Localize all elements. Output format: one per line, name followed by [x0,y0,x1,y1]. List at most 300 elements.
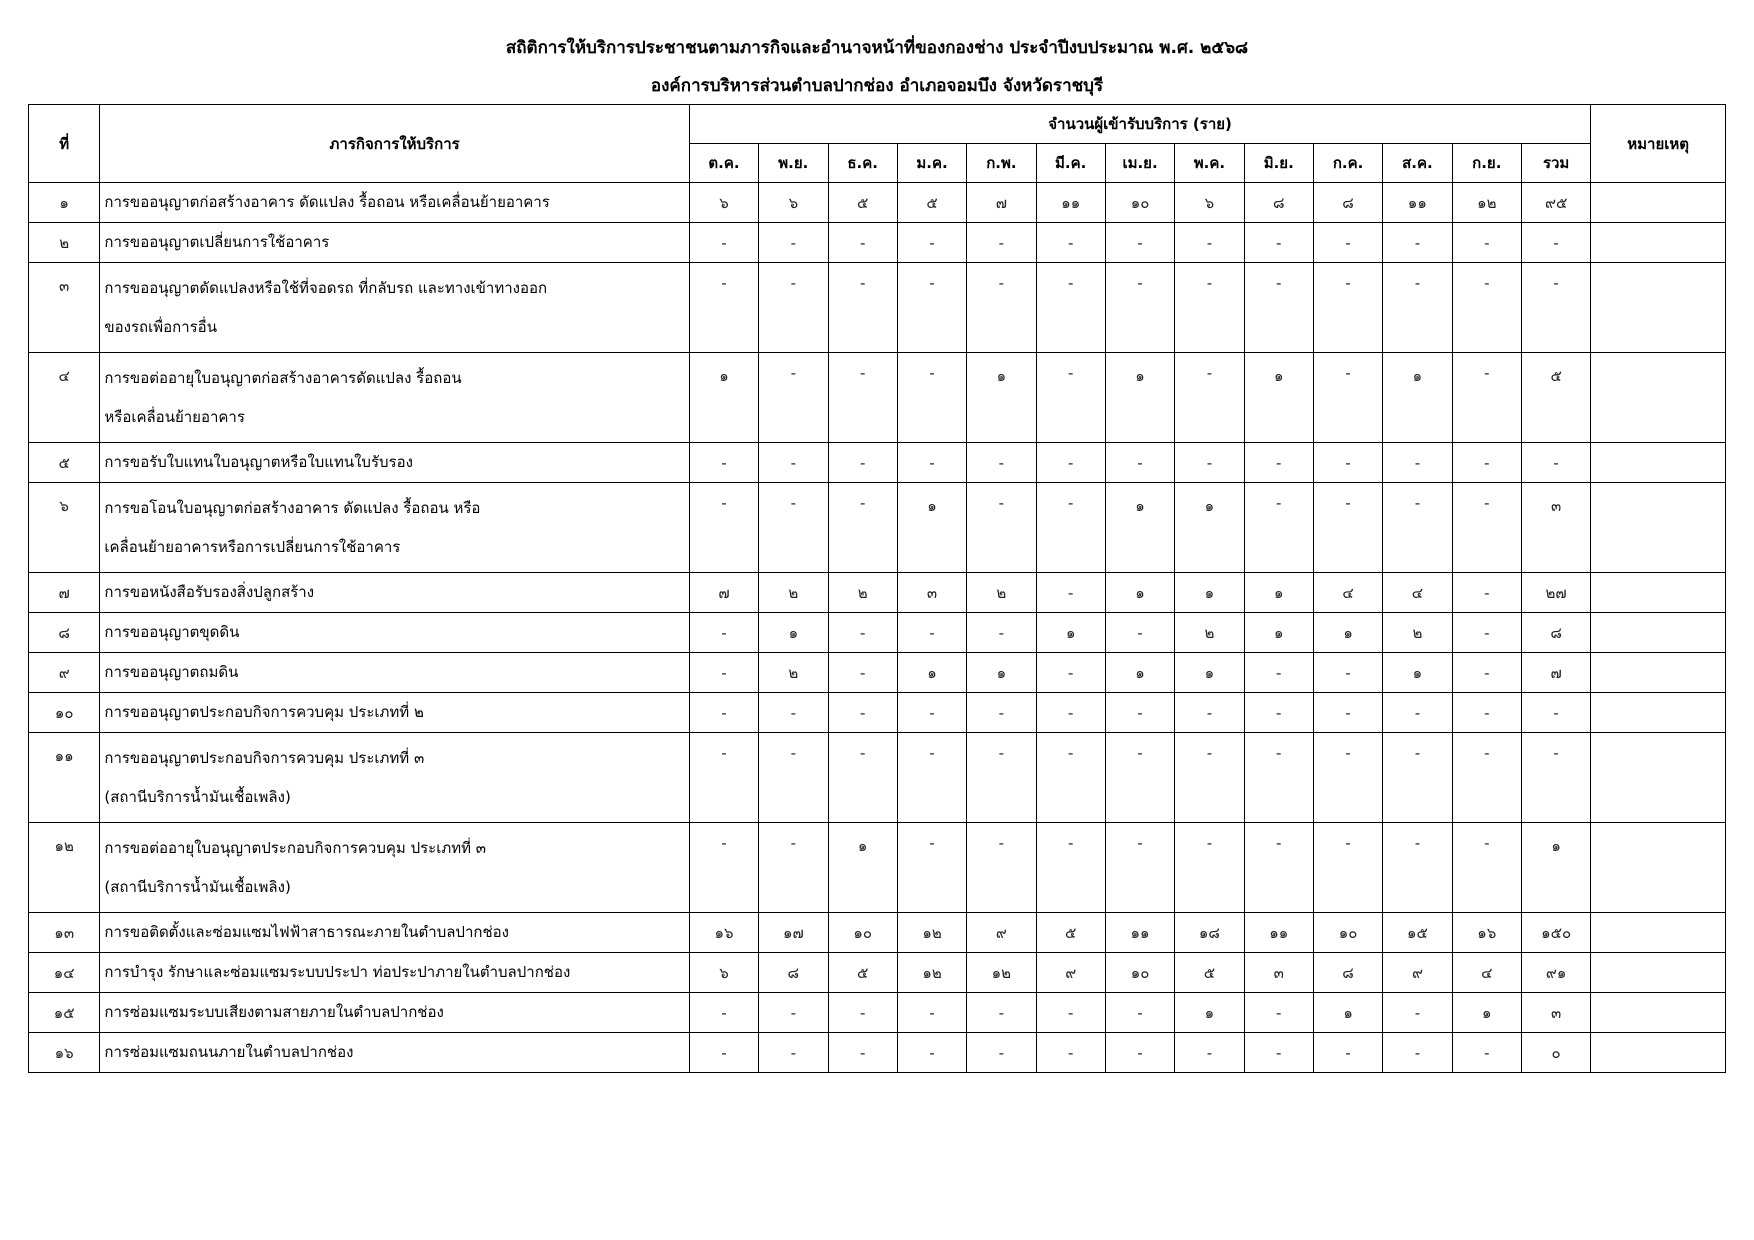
month-value-cell: ๑๐ [1313,913,1382,953]
month-value-cell: - [1036,733,1105,823]
month-value-cell: - [1036,223,1105,263]
month-value-cell: ๙ [967,913,1036,953]
month-value-cell: - [1105,613,1174,653]
month-value-cell: ๕ [828,183,897,223]
service-name-line: การขอติดตั้งและซ่อมแซมไฟฟ้าสาธารณะภายในตำบลปากช่อง [104,923,509,941]
month-value-cell: - [828,443,897,483]
month-value-cell: - [759,443,828,483]
row-number: ๖ [29,483,100,573]
month-value-cell: ๑๒ [967,953,1036,993]
month-value-cell: - [828,263,897,353]
service-name-line: การขออนุญาตเปลี่ยนการใช้อาคาร [104,233,330,251]
remark-cell [1591,443,1726,483]
month-value-cell: - [828,693,897,733]
table-row [29,443,1726,483]
month-value-cell: - [1036,993,1105,1033]
service-name-cell [100,573,689,613]
service-name-line: การขอโอนใบอนุญาตก่อสร้างอาคาร ดัดแปลง รื้อถอน หรือ [104,498,481,517]
header-month: ก.พ. [967,144,1036,183]
remark-cell [1591,913,1726,953]
service-name-cell [100,953,689,993]
header-row-top [29,105,1726,144]
month-value-cell: ๑๑ [1105,913,1174,953]
month-value-cell: - [1244,483,1313,573]
header-month: มิ.ย. [1244,144,1313,183]
month-value-cell: - [689,693,758,733]
month-value-cell: - [689,613,758,653]
month-value-cell: ๗ [967,183,1036,223]
header-month: พ.ย. [759,144,828,183]
total-cell: ๗ [1521,653,1590,693]
total-cell: - [1521,223,1590,263]
total-cell: - [1521,693,1590,733]
month-value-cell: - [967,263,1036,353]
table-row [29,1033,1726,1073]
service-name-cell [100,693,689,733]
month-value-cell: ๒ [759,573,828,613]
month-value-cell: - [1105,443,1174,483]
month-value-cell: ๒ [1383,613,1452,653]
month-value-cell: - [1036,353,1105,443]
month-value-cell: - [1244,823,1313,913]
month-value-cell: ๑ [1313,993,1382,1033]
table-body [29,183,1726,1073]
row-number: ๑๑ [29,733,100,823]
month-value-cell: ๑๑ [1244,913,1313,953]
month-value-cell: - [1036,443,1105,483]
month-value-cell: - [1244,223,1313,263]
month-value-cell: - [967,223,1036,263]
month-value-cell: ๘ [1313,183,1382,223]
service-name-cell [100,483,689,573]
month-value-cell: - [967,823,1036,913]
month-value-cell: - [689,483,758,573]
service-name-cell [100,613,689,653]
total-cell: - [1521,263,1590,353]
month-value-cell: - [828,1033,897,1073]
month-value-cell: - [897,823,966,913]
month-value-cell: ๒ [759,653,828,693]
row-number: ๔ [29,353,100,443]
month-value-cell: ๖ [759,183,828,223]
month-value-cell: ๑๗ [759,913,828,953]
service-name-line: การขออนุญาตประกอบกิจการควบคุม ประเภทที่ ๓ [104,748,425,767]
month-value-cell: - [1105,693,1174,733]
month-value-cell: - [1383,993,1452,1033]
service-name-cell [100,183,689,223]
month-value-cell: - [1175,223,1244,263]
month-value-cell: - [759,353,828,443]
month-value-cell: - [689,263,758,353]
table-row [29,483,1726,573]
month-value-cell: - [759,483,828,573]
month-value-cell: ๙ [1383,953,1452,993]
month-value-cell: ๑๑ [1383,183,1452,223]
remark-cell [1591,353,1726,443]
month-value-cell: ๑ [1383,653,1452,693]
month-value-cell: - [1383,483,1452,573]
month-value-cell: ๕ [1036,913,1105,953]
month-value-cell: - [1452,823,1521,913]
month-value-cell: - [1313,263,1382,353]
total-cell: ๘ [1521,613,1590,653]
month-value-cell: ๑ [1105,653,1174,693]
service-name-line: เคลื่อนย้ายอาคารหรือการเปลี่ยนการใช้อาคาร [104,537,401,556]
month-value-cell: - [897,263,966,353]
remark-cell [1591,953,1726,993]
month-value-cell: ๓ [1244,953,1313,993]
month-value-cell: ๑๖ [1452,913,1521,953]
month-value-cell: ๑ [1175,573,1244,613]
month-value-cell: - [759,823,828,913]
month-value-cell: - [1313,223,1382,263]
service-name-line: การซ่อมแซมถนนภายในตำบลปากช่อง [104,1043,354,1061]
month-value-cell: - [1313,733,1382,823]
month-value-cell: - [828,483,897,573]
month-value-cell: - [967,693,1036,733]
row-number: ๑๓ [29,913,100,953]
month-value-cell: ๗ [689,573,758,613]
month-value-cell: - [1452,483,1521,573]
month-value-cell: - [897,733,966,823]
month-value-cell: - [689,1033,758,1073]
month-value-cell: - [1452,353,1521,443]
month-value-cell: ๑๐ [1105,953,1174,993]
month-value-cell: - [1313,443,1382,483]
service-name-cell [100,1033,689,1073]
service-name-line: ของรถเพื่อการอื่น [104,317,217,336]
month-value-cell: - [1452,223,1521,263]
row-number: ๑ [29,183,100,223]
month-value-cell: - [1244,263,1313,353]
month-value-cell: - [1452,443,1521,483]
month-value-cell: - [1175,1033,1244,1073]
month-value-cell: ๑๑ [1036,183,1105,223]
row-number: ๒ [29,223,100,263]
month-value-cell: - [967,1033,1036,1073]
month-value-cell: - [1383,733,1452,823]
month-value-cell: - [1105,1033,1174,1073]
month-value-cell: - [1105,823,1174,913]
month-value-cell: - [1175,733,1244,823]
table-row [29,913,1726,953]
service-name-cell [100,993,689,1033]
remark-cell [1591,693,1726,733]
month-value-cell: ๘ [1313,953,1382,993]
month-value-cell: - [1313,823,1382,913]
month-value-cell: ๑๒ [897,953,966,993]
total-cell: ๐ [1521,1033,1590,1073]
month-value-cell: - [759,1033,828,1073]
row-number: ๑๔ [29,953,100,993]
month-value-cell: - [759,263,828,353]
month-value-cell: ๑๖ [689,913,758,953]
month-value-cell: - [1244,1033,1313,1073]
month-value-cell: ๑ [1244,353,1313,443]
month-value-cell: - [1244,653,1313,693]
month-value-cell: ๑ [897,653,966,693]
service-name-line: การบำรุง รักษาและซ่อมแซมระบบประปา ท่อประปาภายในตำบลปากช่อง [104,963,571,981]
month-value-cell: - [1452,733,1521,823]
remark-cell [1591,223,1726,263]
month-value-cell: ๑ [1105,483,1174,573]
month-value-cell: ๔ [1452,953,1521,993]
month-value-cell: - [967,733,1036,823]
month-value-cell: ๕ [828,953,897,993]
month-value-cell: - [1383,443,1452,483]
month-value-cell: ๘ [1244,183,1313,223]
header-month: มี.ค. [1036,144,1105,183]
header-count-group: จำนวนผู้เข้ารับบริการ (ราย) [689,105,1590,144]
total-cell: - [1521,733,1590,823]
document-subtitle: องค์การบริหารส่วนตำบลปากช่อง อำเภอจอมบึง จังหวัดราชบุรี [650,76,1104,96]
month-value-cell: - [1105,993,1174,1033]
month-value-cell: - [828,993,897,1033]
table-row [29,353,1726,443]
service-name-line: การซ่อมแซมระบบเสียงตามสายภายในตำบลปากช่อง [104,1003,444,1021]
row-number: ๓ [29,263,100,353]
month-value-cell: ๕ [1175,953,1244,993]
remark-cell [1591,183,1726,223]
remark-cell [1591,1033,1726,1073]
month-value-cell: - [1244,993,1313,1033]
month-value-cell: - [1175,693,1244,733]
month-value-cell: ๑ [967,353,1036,443]
header-service: ภารกิจการให้บริการ [100,105,689,183]
month-value-cell: - [759,733,828,823]
month-value-cell: ๑๐ [1105,183,1174,223]
month-value-cell: - [1175,823,1244,913]
table-row [29,953,1726,993]
month-value-cell: - [1244,693,1313,733]
table-row [29,693,1726,733]
header-remark: หมายเหตุ [1591,105,1726,183]
month-value-cell: - [1383,1033,1452,1073]
month-value-cell: - [1036,573,1105,613]
row-number: ๑๐ [29,693,100,733]
month-value-cell: - [1452,1033,1521,1073]
remark-cell [1591,653,1726,693]
month-value-cell: - [1105,263,1174,353]
remark-cell [1591,823,1726,913]
service-name-cell [100,223,689,263]
table-row [29,263,1726,353]
month-value-cell: - [1175,263,1244,353]
month-value-cell: ๑ [1313,613,1382,653]
month-value-cell: - [759,993,828,1033]
month-value-cell: - [1452,693,1521,733]
service-name-line: การขอต่ออายุใบอนุญาตประกอบกิจการควบคุม ประเภทที่ ๓ [104,838,487,857]
month-value-cell: ๒ [967,573,1036,613]
service-name-line: การขออนุญาตขุดดิน [104,623,240,641]
month-value-cell: - [1175,353,1244,443]
month-value-cell: ๕ [897,183,966,223]
month-value-cell: - [1036,653,1105,693]
month-value-cell: - [1313,653,1382,693]
row-number: ๗ [29,573,100,613]
month-value-cell: - [759,693,828,733]
month-value-cell: - [897,613,966,653]
month-value-cell: ๑๐ [828,913,897,953]
month-value-cell: ๔ [1313,573,1382,613]
month-value-cell: - [1383,223,1452,263]
table-row [29,223,1726,263]
month-value-cell: - [967,613,1036,653]
month-value-cell: ๑ [1244,573,1313,613]
month-value-cell: - [1452,613,1521,653]
table-row [29,993,1726,1033]
month-value-cell: - [1105,223,1174,263]
total-cell: ๓ [1521,993,1590,1033]
document-title: สถิติการให้บริการประชาชนตามภารกิจและอำนาจหน้าที่ของกองช่าง ประจำปีงบประมาณ พ.ศ. ๒๕๖๘ [505,38,1249,58]
table-row [29,733,1726,823]
month-value-cell: ๒ [1175,613,1244,653]
month-value-cell: ๘ [759,953,828,993]
total-cell: ๒๗ [1521,573,1590,613]
service-name-cell [100,443,689,483]
header-month: เม.ย. [1105,144,1174,183]
month-value-cell: - [897,443,966,483]
header-month: ต.ค. [689,144,758,183]
remark-cell [1591,993,1726,1033]
month-value-cell: ๑๘ [1175,913,1244,953]
month-value-cell: ๑ [1175,483,1244,573]
header-month: พ.ค. [1175,144,1244,183]
month-value-cell: ๑๕ [1383,913,1452,953]
row-number: ๑๖ [29,1033,100,1073]
service-name-line: การขอต่ออายุใบอนุญาตก่อสร้างอาคารดัดแปลง รื้อถอน [104,368,462,387]
month-value-cell: - [828,613,897,653]
month-value-cell: - [1383,263,1452,353]
month-value-cell: ๔ [1383,573,1452,613]
month-value-cell: - [1175,443,1244,483]
month-value-cell: - [1036,1033,1105,1073]
row-number: ๘ [29,613,100,653]
service-name-cell [100,353,689,443]
month-value-cell: ๑ [1036,613,1105,653]
month-value-cell: ๑ [967,653,1036,693]
month-value-cell: - [828,733,897,823]
month-value-cell: ๑ [1383,353,1452,443]
month-value-cell: - [1452,263,1521,353]
header-month: ก.ย. [1452,144,1521,183]
service-name-cell [100,653,689,693]
month-value-cell: - [897,993,966,1033]
service-name-cell [100,733,689,823]
total-cell: - [1521,443,1590,483]
remark-cell [1591,263,1726,353]
service-name-line: (สถานีบริการน้ำมันเชื้อเพลิง) [104,877,291,896]
row-number: ๙ [29,653,100,693]
month-value-cell: ๑๒ [897,913,966,953]
service-name-line: (สถานีบริการน้ำมันเชื้อเพลิง) [104,787,291,806]
table-row [29,653,1726,693]
month-value-cell: - [1383,823,1452,913]
month-value-cell: - [1244,733,1313,823]
total-cell: ๕ [1521,353,1590,443]
service-name-line: การขอรับใบแทนใบอนุญาตหรือใบแทนใบรับรอง [104,453,413,471]
month-value-cell: ๑ [828,823,897,913]
total-cell: ๓ [1521,483,1590,573]
month-value-cell: - [1383,693,1452,733]
row-number: ๑๒ [29,823,100,913]
month-value-cell: - [1313,353,1382,443]
month-value-cell: ๖ [689,953,758,993]
service-name-line: หรือเคลื่อนย้ายอาคาร [104,407,245,426]
month-value-cell: ๑ [1175,993,1244,1033]
month-value-cell: ๒ [828,573,897,613]
month-value-cell: - [828,353,897,443]
header-month: ส.ค. [1383,144,1452,183]
month-value-cell: ๖ [1175,183,1244,223]
month-value-cell: ๓ [897,573,966,613]
month-value-cell: ๑ [1244,613,1313,653]
month-value-cell: - [967,443,1036,483]
table-row [29,613,1726,653]
month-value-cell: - [1313,1033,1382,1073]
month-value-cell: - [967,993,1036,1033]
month-value-cell: - [759,223,828,263]
row-number: ๕ [29,443,100,483]
service-name-line: การขออนุญาตประกอบกิจการควบคุม ประเภทที่ ๒ [104,703,424,721]
header-month: ธ.ค. [828,144,897,183]
service-name-line: การขอหนังสือรับรองสิ่งปลูกสร้าง [104,583,315,601]
month-value-cell: - [689,653,758,693]
month-value-cell: - [1036,483,1105,573]
table-row [29,573,1726,613]
month-value-cell: - [1313,483,1382,573]
total-cell: ๑ [1521,823,1590,913]
month-value-cell: ๑ [1105,353,1174,443]
total-cell: ๙๕ [1521,183,1590,223]
month-value-cell: - [897,693,966,733]
remark-cell [1591,613,1726,653]
month-value-cell: - [689,733,758,823]
service-name-cell [100,823,689,913]
month-value-cell: - [828,223,897,263]
month-value-cell: - [1036,823,1105,913]
month-value-cell: - [1036,263,1105,353]
month-value-cell: - [1036,693,1105,733]
service-name-line: การขออนุญาตดัดแปลงหรือใช้ที่จอดรถ ที่กลับรถ และทางเข้าทางออก [104,278,548,297]
month-value-cell: - [1452,653,1521,693]
month-value-cell: ๑ [759,613,828,653]
month-value-cell: - [689,993,758,1033]
header-no: ที่ [29,105,100,183]
month-value-cell: ๑ [1175,653,1244,693]
month-value-cell: - [967,483,1036,573]
month-value-cell: - [1105,733,1174,823]
month-value-cell: - [1313,693,1382,733]
month-value-cell: - [689,223,758,263]
month-value-cell: - [828,653,897,693]
month-value-cell: - [897,353,966,443]
service-name-line: การขออนุญาตถมดิน [104,663,239,681]
month-value-cell: - [1452,573,1521,613]
header-month: รวม [1521,144,1590,183]
remark-cell [1591,483,1726,573]
month-value-cell: ๑๒ [1452,183,1521,223]
table-row [29,183,1726,223]
service-statistics-table [28,104,1726,1073]
header-month: ม.ค. [897,144,966,183]
month-value-cell: ๑ [897,483,966,573]
header-month: ก.ค. [1313,144,1382,183]
month-value-cell: - [897,1033,966,1073]
month-value-cell: ๖ [689,183,758,223]
service-name-line: การขออนุญาตก่อสร้างอาคาร ดัดแปลง รื้อถอน หรือเคลื่อนย้ายอาคาร [104,193,550,211]
service-name-cell [100,913,689,953]
